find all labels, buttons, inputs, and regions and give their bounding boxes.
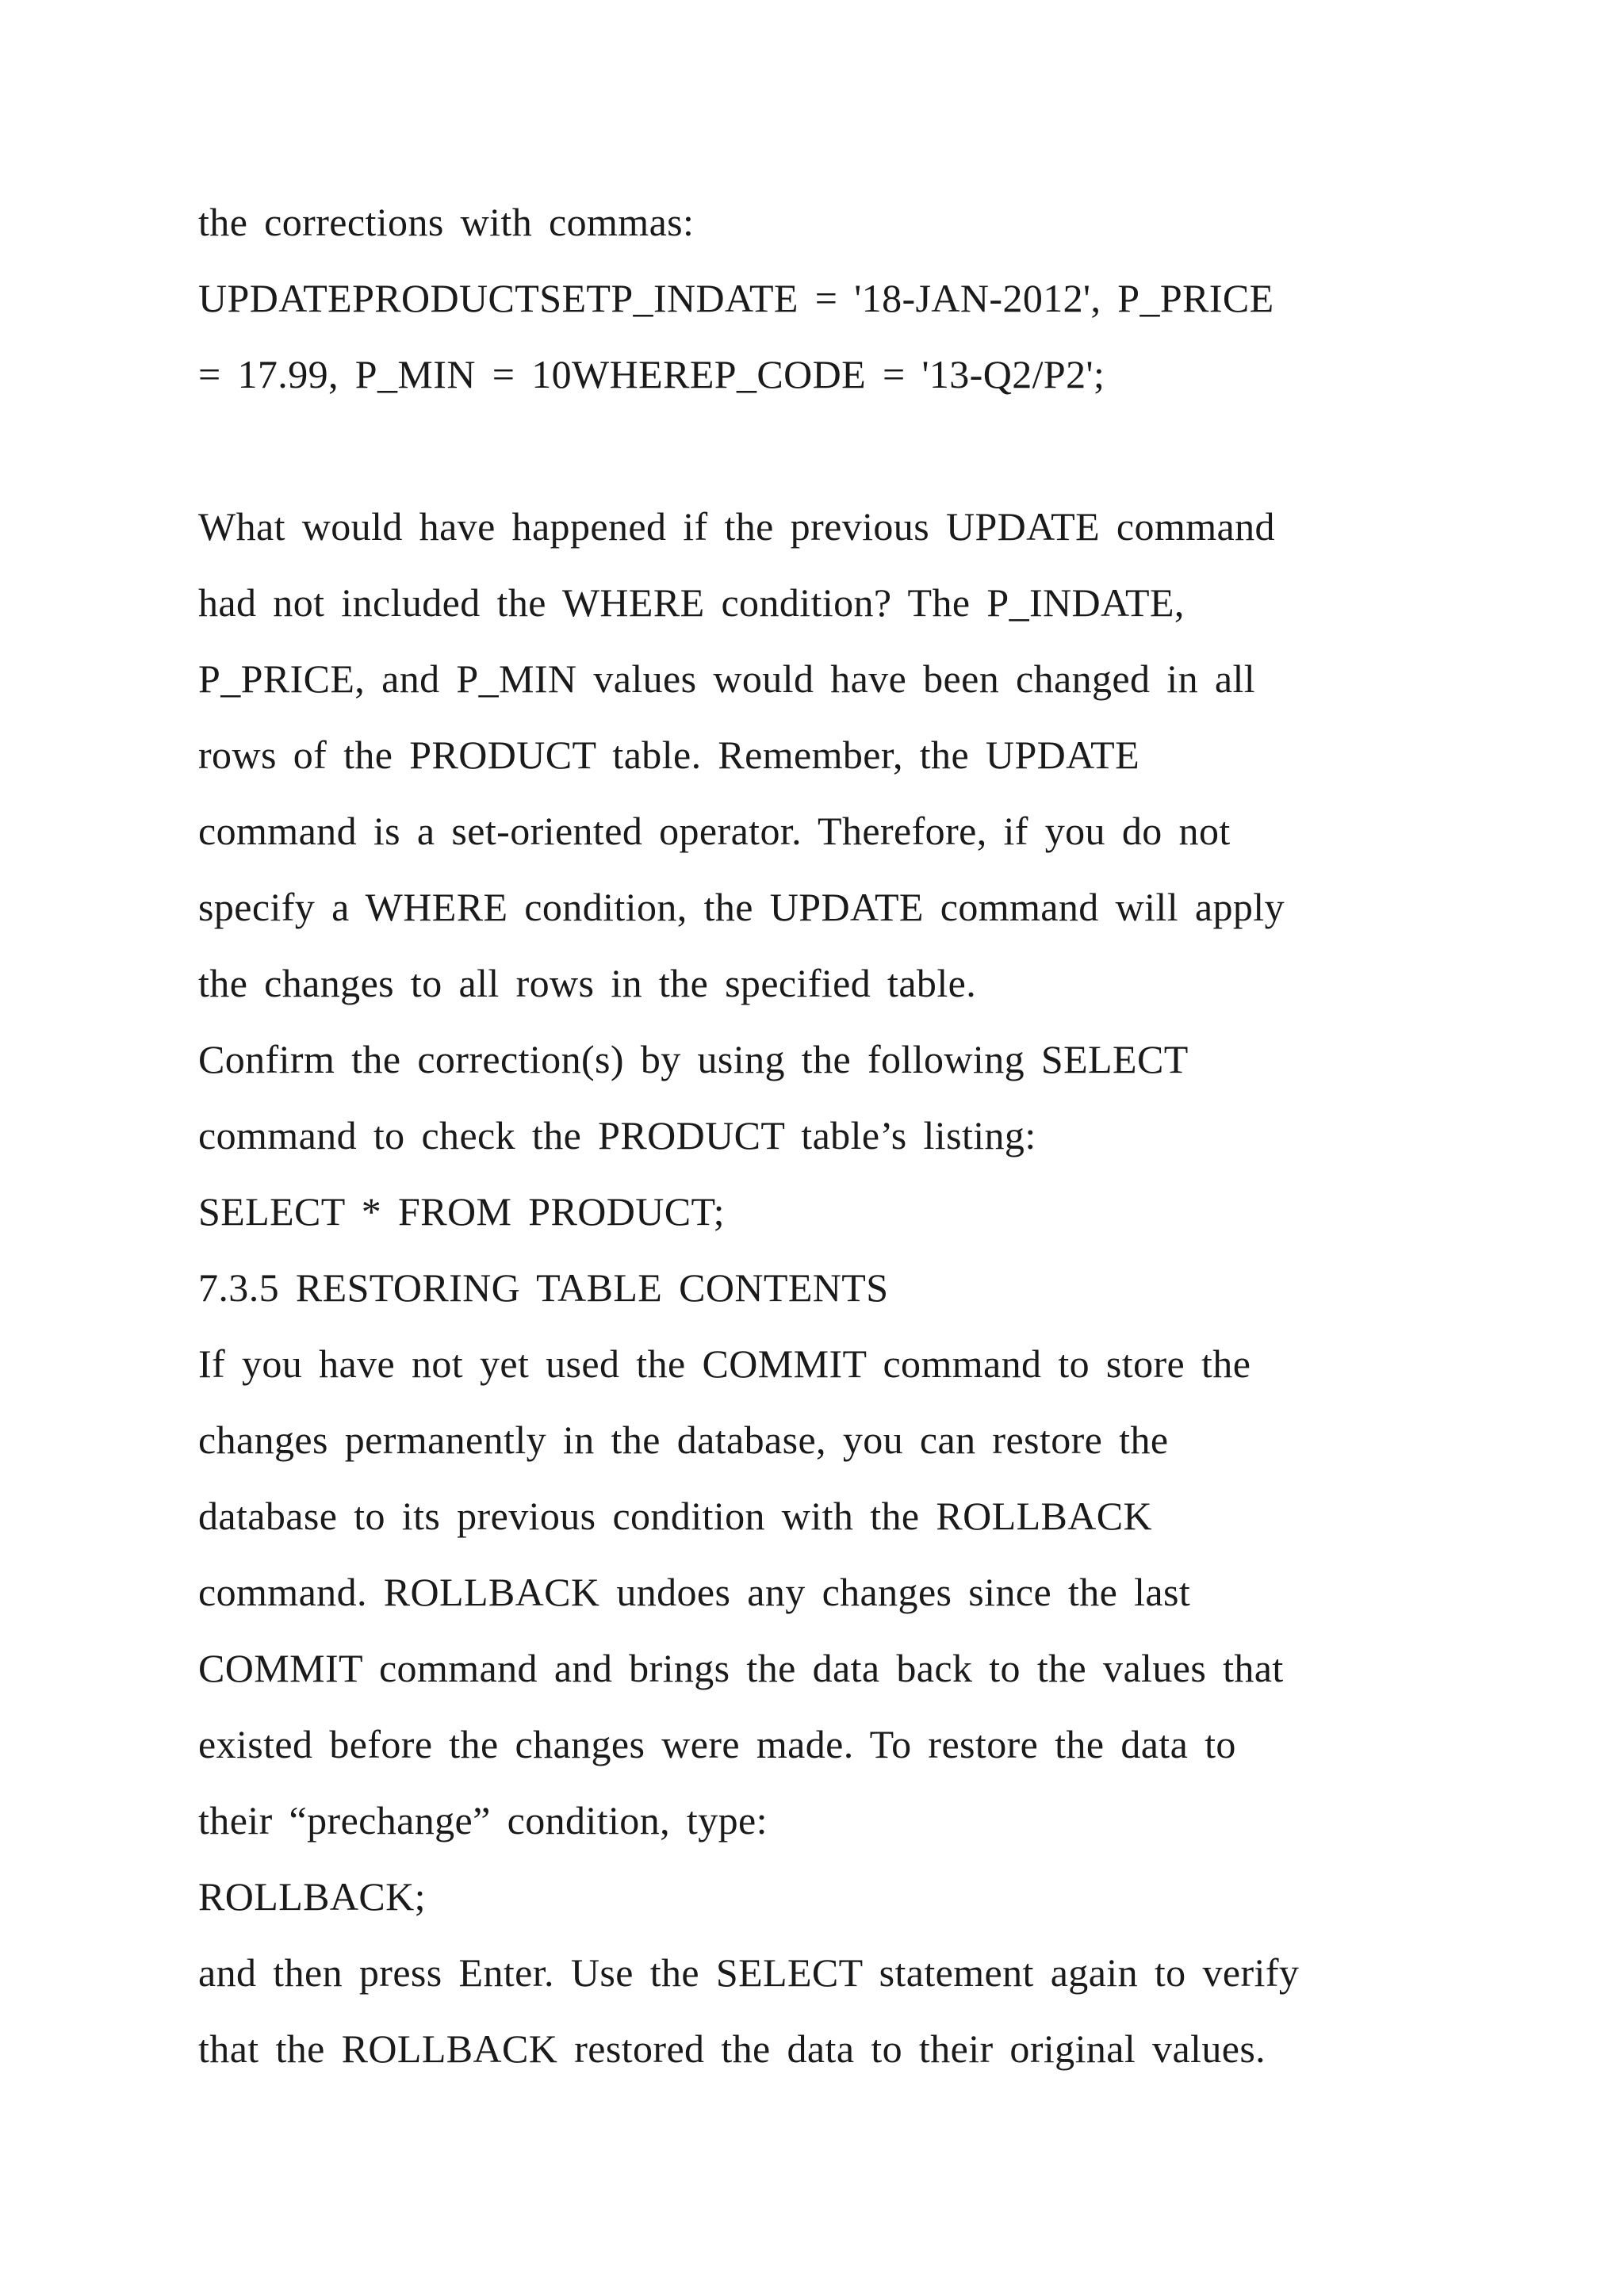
text-line: that the ROLLBACK restored the data to their original values. [198, 2026, 1266, 2071]
text-line: command to check the PRODUCT table’s listing: [198, 1113, 1036, 1158]
text-line: changes permanently in the database, you can restore the [198, 1418, 1169, 1462]
code-line: ROLLBACK; [198, 1874, 426, 1919]
code-line: SELECT * FROM PRODUCT; [198, 1189, 725, 1234]
text-line: UPDATEPRODUCTSETP_INDATE = '18-JAN-2012', P_PRICE [198, 276, 1274, 320]
text-line: and then press Enter. Use the SELECT statement again to verify [198, 1950, 1300, 1995]
text-line: the corrections with commas: [198, 200, 695, 244]
text-line: What would have happened if the previous UPDATE command [198, 504, 1275, 549]
text-line: command is a set-oriented operator. Therefore, if you do not [198, 809, 1231, 853]
text-line: P_PRICE, and P_MIN values would have been changed in all [198, 656, 1256, 701]
text-line: the changes to all rows in the specified table. [198, 961, 977, 1005]
section-heading: 7.3.5 RESTORING TABLE CONTENTS [198, 1265, 889, 1310]
text-line: COMMIT command and brings the data back to the values that [198, 1646, 1284, 1690]
text-line: command. ROLLBACK undoes any changes since the last [198, 1570, 1191, 1614]
text-line: their “prechange” condition, type: [198, 1798, 768, 1843]
text-line: had not included the WHERE condition? The P_INDATE, [198, 580, 1185, 625]
text-line: database to its previous condition with the ROLLBACK [198, 1494, 1153, 1538]
text-line: = 17.99, P_MIN = 10WHEREP_CODE = '13-Q2/P2'; [198, 352, 1105, 396]
text-line: If you have not yet used the COMMIT command to store the [198, 1341, 1251, 1386]
text-line: existed before the changes were made. To restore the data to [198, 1722, 1236, 1766]
text-line: rows of the PRODUCT table. Remember, the UPDATE [198, 733, 1140, 777]
text-line: specify a WHERE condition, the UPDATE command will apply [198, 885, 1285, 929]
text-line: Confirm the correction(s) by using the following SELECT [198, 1037, 1189, 1081]
